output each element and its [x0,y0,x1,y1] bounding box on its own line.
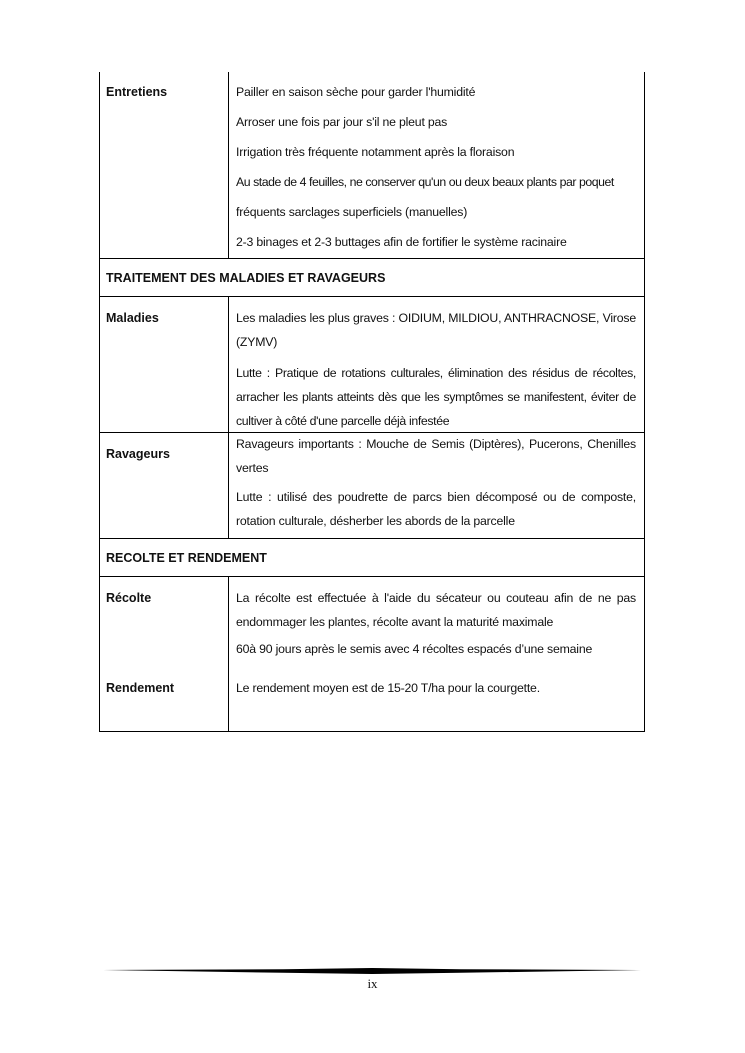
row-divider [99,258,645,259]
row-label-entretiens: Entretiens [106,85,168,99]
rendement-text: Le rendement moyen est de 15-20 T/ha pour la courgette. [236,681,540,695]
footer-divider [103,968,641,976]
entretiens-line: 2-3 binages et 2-3 buttages afin de fortifier le système racinaire [236,235,567,249]
row-label-maladies: Maladies [106,311,159,325]
row-label-rendement: Rendement [106,681,175,695]
entretiens-line: Irrigation très fréquente notamment après la floraison [236,145,515,159]
page-number: ix [367,976,378,991]
column-divider [228,72,229,259]
entretiens-line: Au stade de 4 feuilles, ne conserver qu'un ou deux beaux plants par poquet [236,175,614,189]
table-border-right [644,72,645,732]
entretiens-line: Pailler en saison sèche pour garder l'humidité [236,85,476,99]
row-divider [99,576,645,577]
row-divider [99,296,645,297]
table-border-bottom [99,731,645,732]
recolte-text: La récolte est effectuée à l'aide du sécateur ou couteau afin de ne pas endommager les plantes, récolte avant la maturité maximale [236,591,636,629]
row-label-ravageurs: Ravageurs [106,447,170,461]
column-divider [228,297,229,539]
entretiens-line: fréquents sarclages superficiels (manuelles) [236,205,468,219]
section-title-traitement: TRAITEMENT DES MALADIES ET RAVAGEURS [106,271,386,285]
crop-table [99,72,645,732]
ravageurs-text: Ravageurs importants : Mouche de Semis (Diptères), Pucerons, Chenilles vertes [236,437,636,475]
row-divider [99,538,645,539]
ravageurs-lutte: Lutte : utilisé des poudrette de parcs bien décomposé ou de composte, rotation culturale, désherber les abords de la parcelle [236,490,636,528]
column-divider [228,577,229,732]
maladies-lutte: Lutte : Pratique de rotations culturales, élimination des résidus de récoltes, arracher les plants atteints dès que les symptômes se manifestent, éviter de cultiver à côté d'une parcelle déjà infestée [236,366,636,428]
maladies-text: Les maladies les plus graves : OIDIUM, MILDIOU, ANTHRACNOSE, Virose (ZYMV) [236,311,636,349]
section-title-recolte: RECOLTE ET RENDEMENT [106,551,267,565]
table-border-left [99,72,100,732]
row-label-recolte: Récolte [106,591,152,605]
entretiens-line: Arroser une fois par jour s'il ne pleut pas [236,115,448,129]
recolte-delay: 60à 90 jours après le semis avec 4 récoltes espacés d’une semaine [236,642,593,656]
